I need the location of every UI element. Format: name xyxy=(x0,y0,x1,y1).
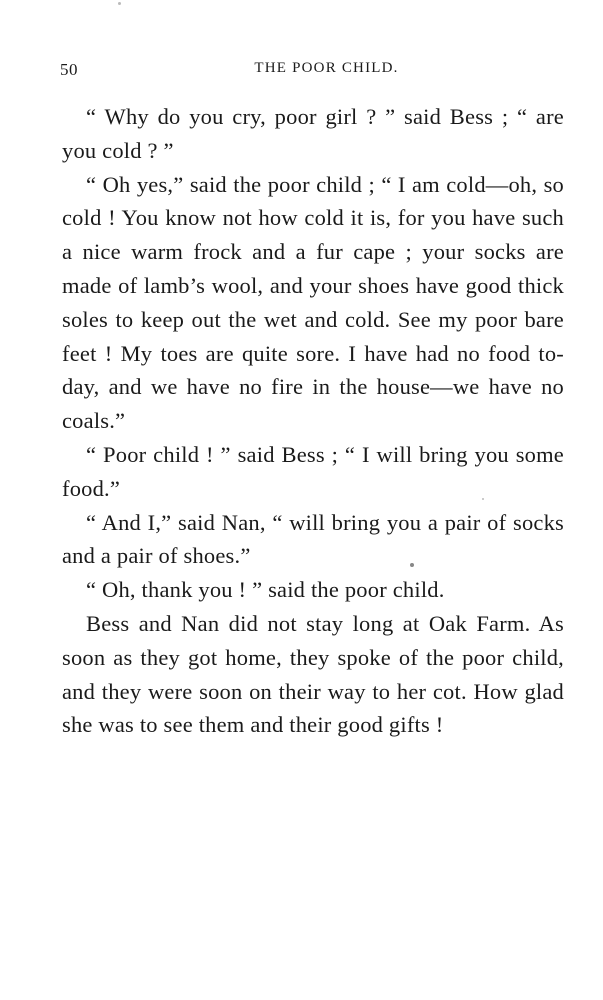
paragraph-4: “ And I,” said Nan, “ will bring you a pair of socks and a pair of shoes.” xyxy=(62,509,564,569)
page-header xyxy=(60,60,563,84)
running-head: THE POOR CHILD. xyxy=(254,60,399,76)
paragraph-3: “ Poor child ! ” said Bess ; “ I will bring you some food.” xyxy=(62,441,564,501)
paragraph-5: “ Oh, thank you ! ” said the poor child. xyxy=(86,577,445,603)
paragraph-6: Bess and Nan did not stay long at Oak Farm. As soon as they got home, they spoke of the poor child, and they were soon on their way to her cot. How glad she was to see them and their good gifts ! xyxy=(62,610,564,738)
body-text xyxy=(62,100,564,742)
paper-speck xyxy=(482,498,484,500)
paper-speck xyxy=(410,563,414,567)
paper-speck xyxy=(118,2,121,5)
page-number: 50 xyxy=(60,60,78,79)
paragraph-2: “ Oh yes,” said the poor child ; “ I am cold—oh, so cold ! You know not how cold it is, for you have such a nice warm frock and a fur cape ; your socks are made of lamb’s wool, and your shoes have good thick soles to keep out the wet and cold. See my poor bare feet ! My toes are quite sore. I have had no food to-day, and we have no fire in the house—we have no coals.” xyxy=(62,171,564,434)
paragraph-1: “ Why do you cry, poor girl ? ” said Bess ; “ are you cold ? ” xyxy=(62,104,564,163)
